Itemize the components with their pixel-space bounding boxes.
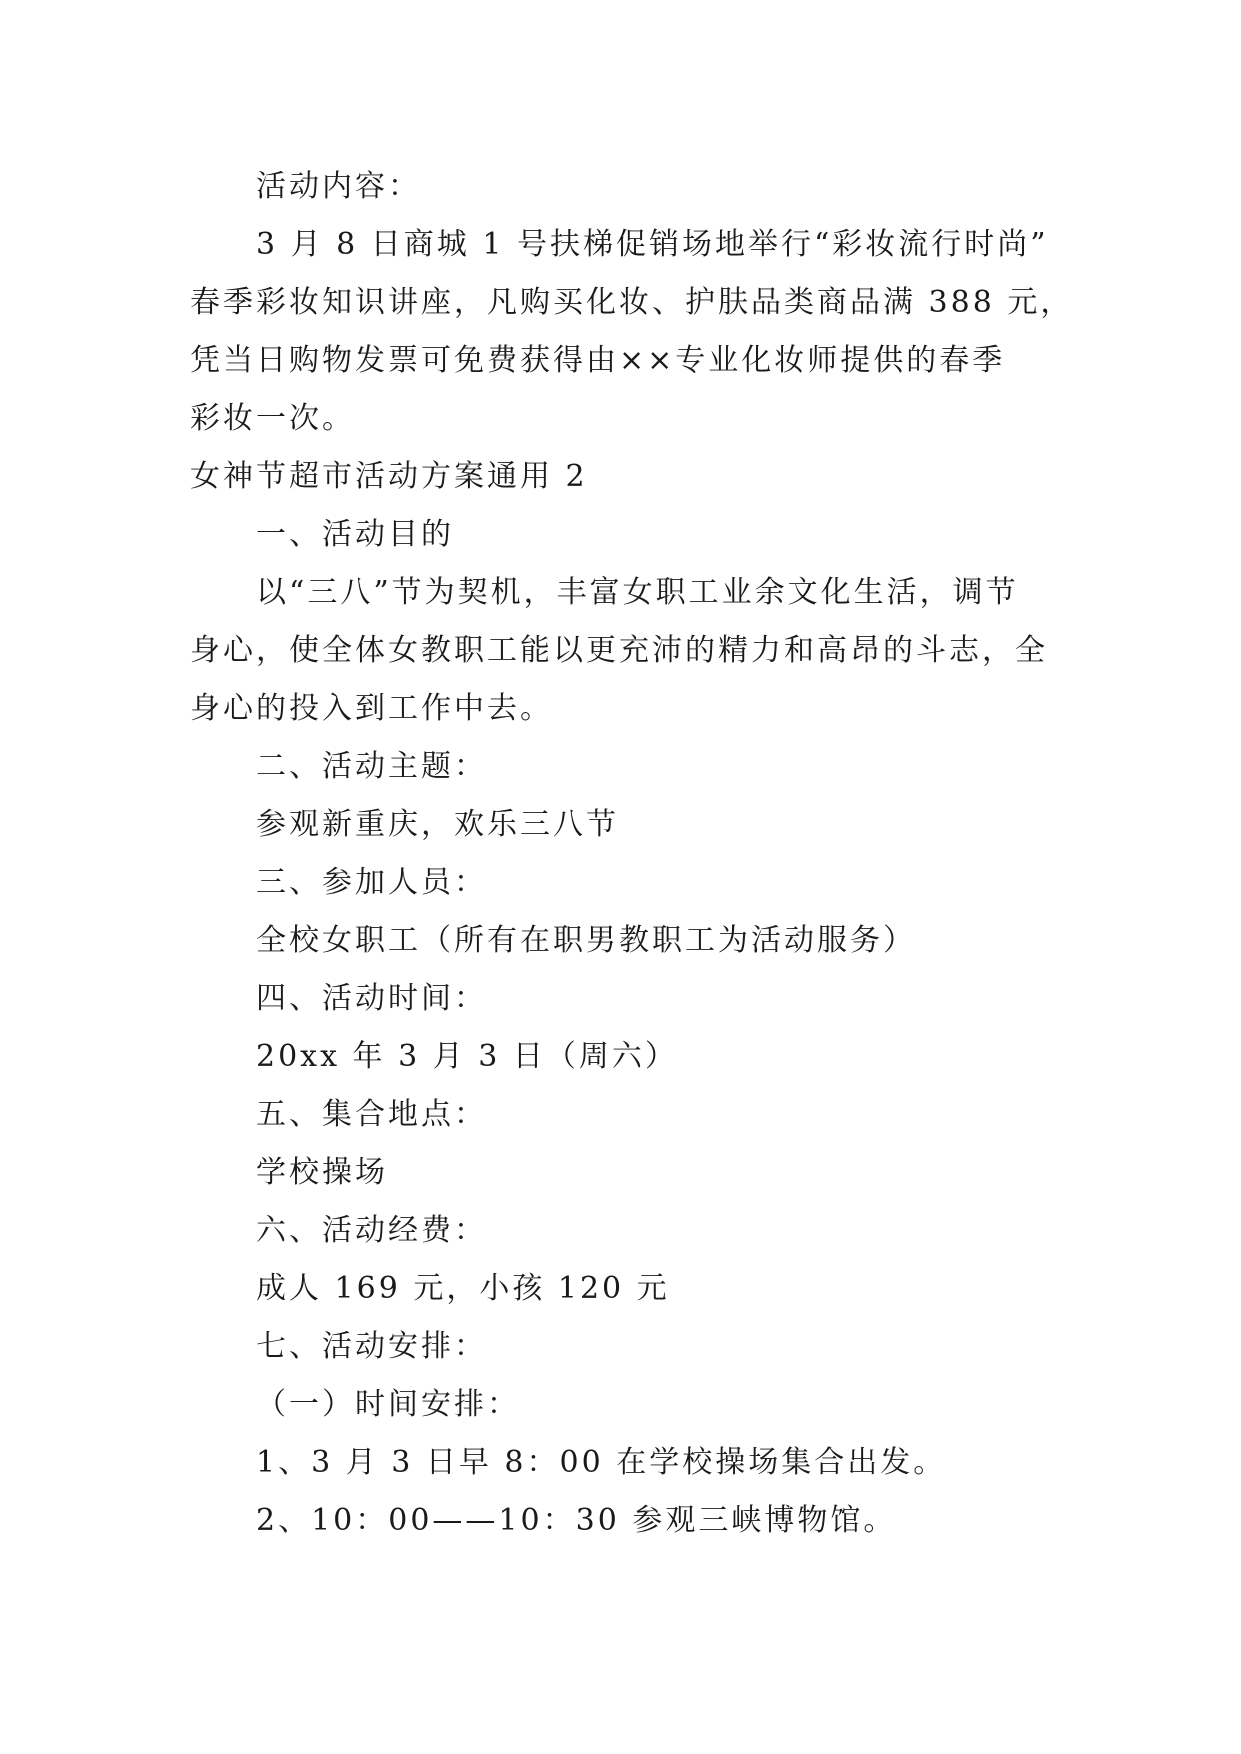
paragraph-line: 全校女职工（所有在职男教职工为活动服务） [256, 923, 916, 958]
paragraph-line: 彩妆一次。 [190, 401, 355, 436]
heading-theme: 二、活动主题： [256, 749, 487, 784]
paragraph-line: 成人 169 元，小孩 120 元 [256, 1271, 670, 1306]
heading-location: 五、集合地点： [256, 1097, 487, 1132]
subheading-schedule: （一）时间安排： [256, 1387, 520, 1422]
paragraph-line: 身心的投入到工作中去。 [190, 691, 553, 726]
paragraph-line: 春季彩妆知识讲座，凡购买化妆、护肤品类商品满 388 元， [190, 285, 1074, 320]
paragraph-line: 学校操场 [256, 1155, 388, 1190]
paragraph-line: 身心，使全体女教职工能以更充沛的精力和高昂的斗志，全 [190, 633, 1048, 668]
list-item: 2、10：00——10：30 参观三峡博物馆。 [256, 1503, 897, 1538]
heading-purpose: 一、活动目的 [256, 517, 454, 552]
section-title: 女神节超市活动方案通用 2 [190, 459, 588, 494]
paragraph-line: 20xx 年 3 月 3 日（周六） [256, 1039, 678, 1074]
paragraph-line: 凭当日购物发票可免费获得由××专业化妆师提供的春季 [190, 343, 1006, 378]
paragraph-line: 参观新重庆，欢乐三八节 [256, 807, 619, 842]
heading-time: 四、活动时间： [256, 981, 487, 1016]
heading-cost: 六、活动经费： [256, 1213, 487, 1248]
paragraph-line: 活动内容： [256, 169, 421, 204]
heading-arrangement: 七、活动安排： [256, 1329, 487, 1364]
paragraph-line: 3 月 8 日商城 1 号扶梯促销场地举行“彩妆流行时尚” [256, 227, 1049, 262]
heading-participants: 三、参加人员： [256, 865, 487, 900]
list-item: 1、3 月 3 日早 8：00 在学校操场集合出发。 [256, 1445, 947, 1480]
paragraph-line: 以“三八”节为契机，丰富女职工业余文化生活，调节 [256, 575, 1019, 610]
document-body [190, 158, 1074, 1550]
